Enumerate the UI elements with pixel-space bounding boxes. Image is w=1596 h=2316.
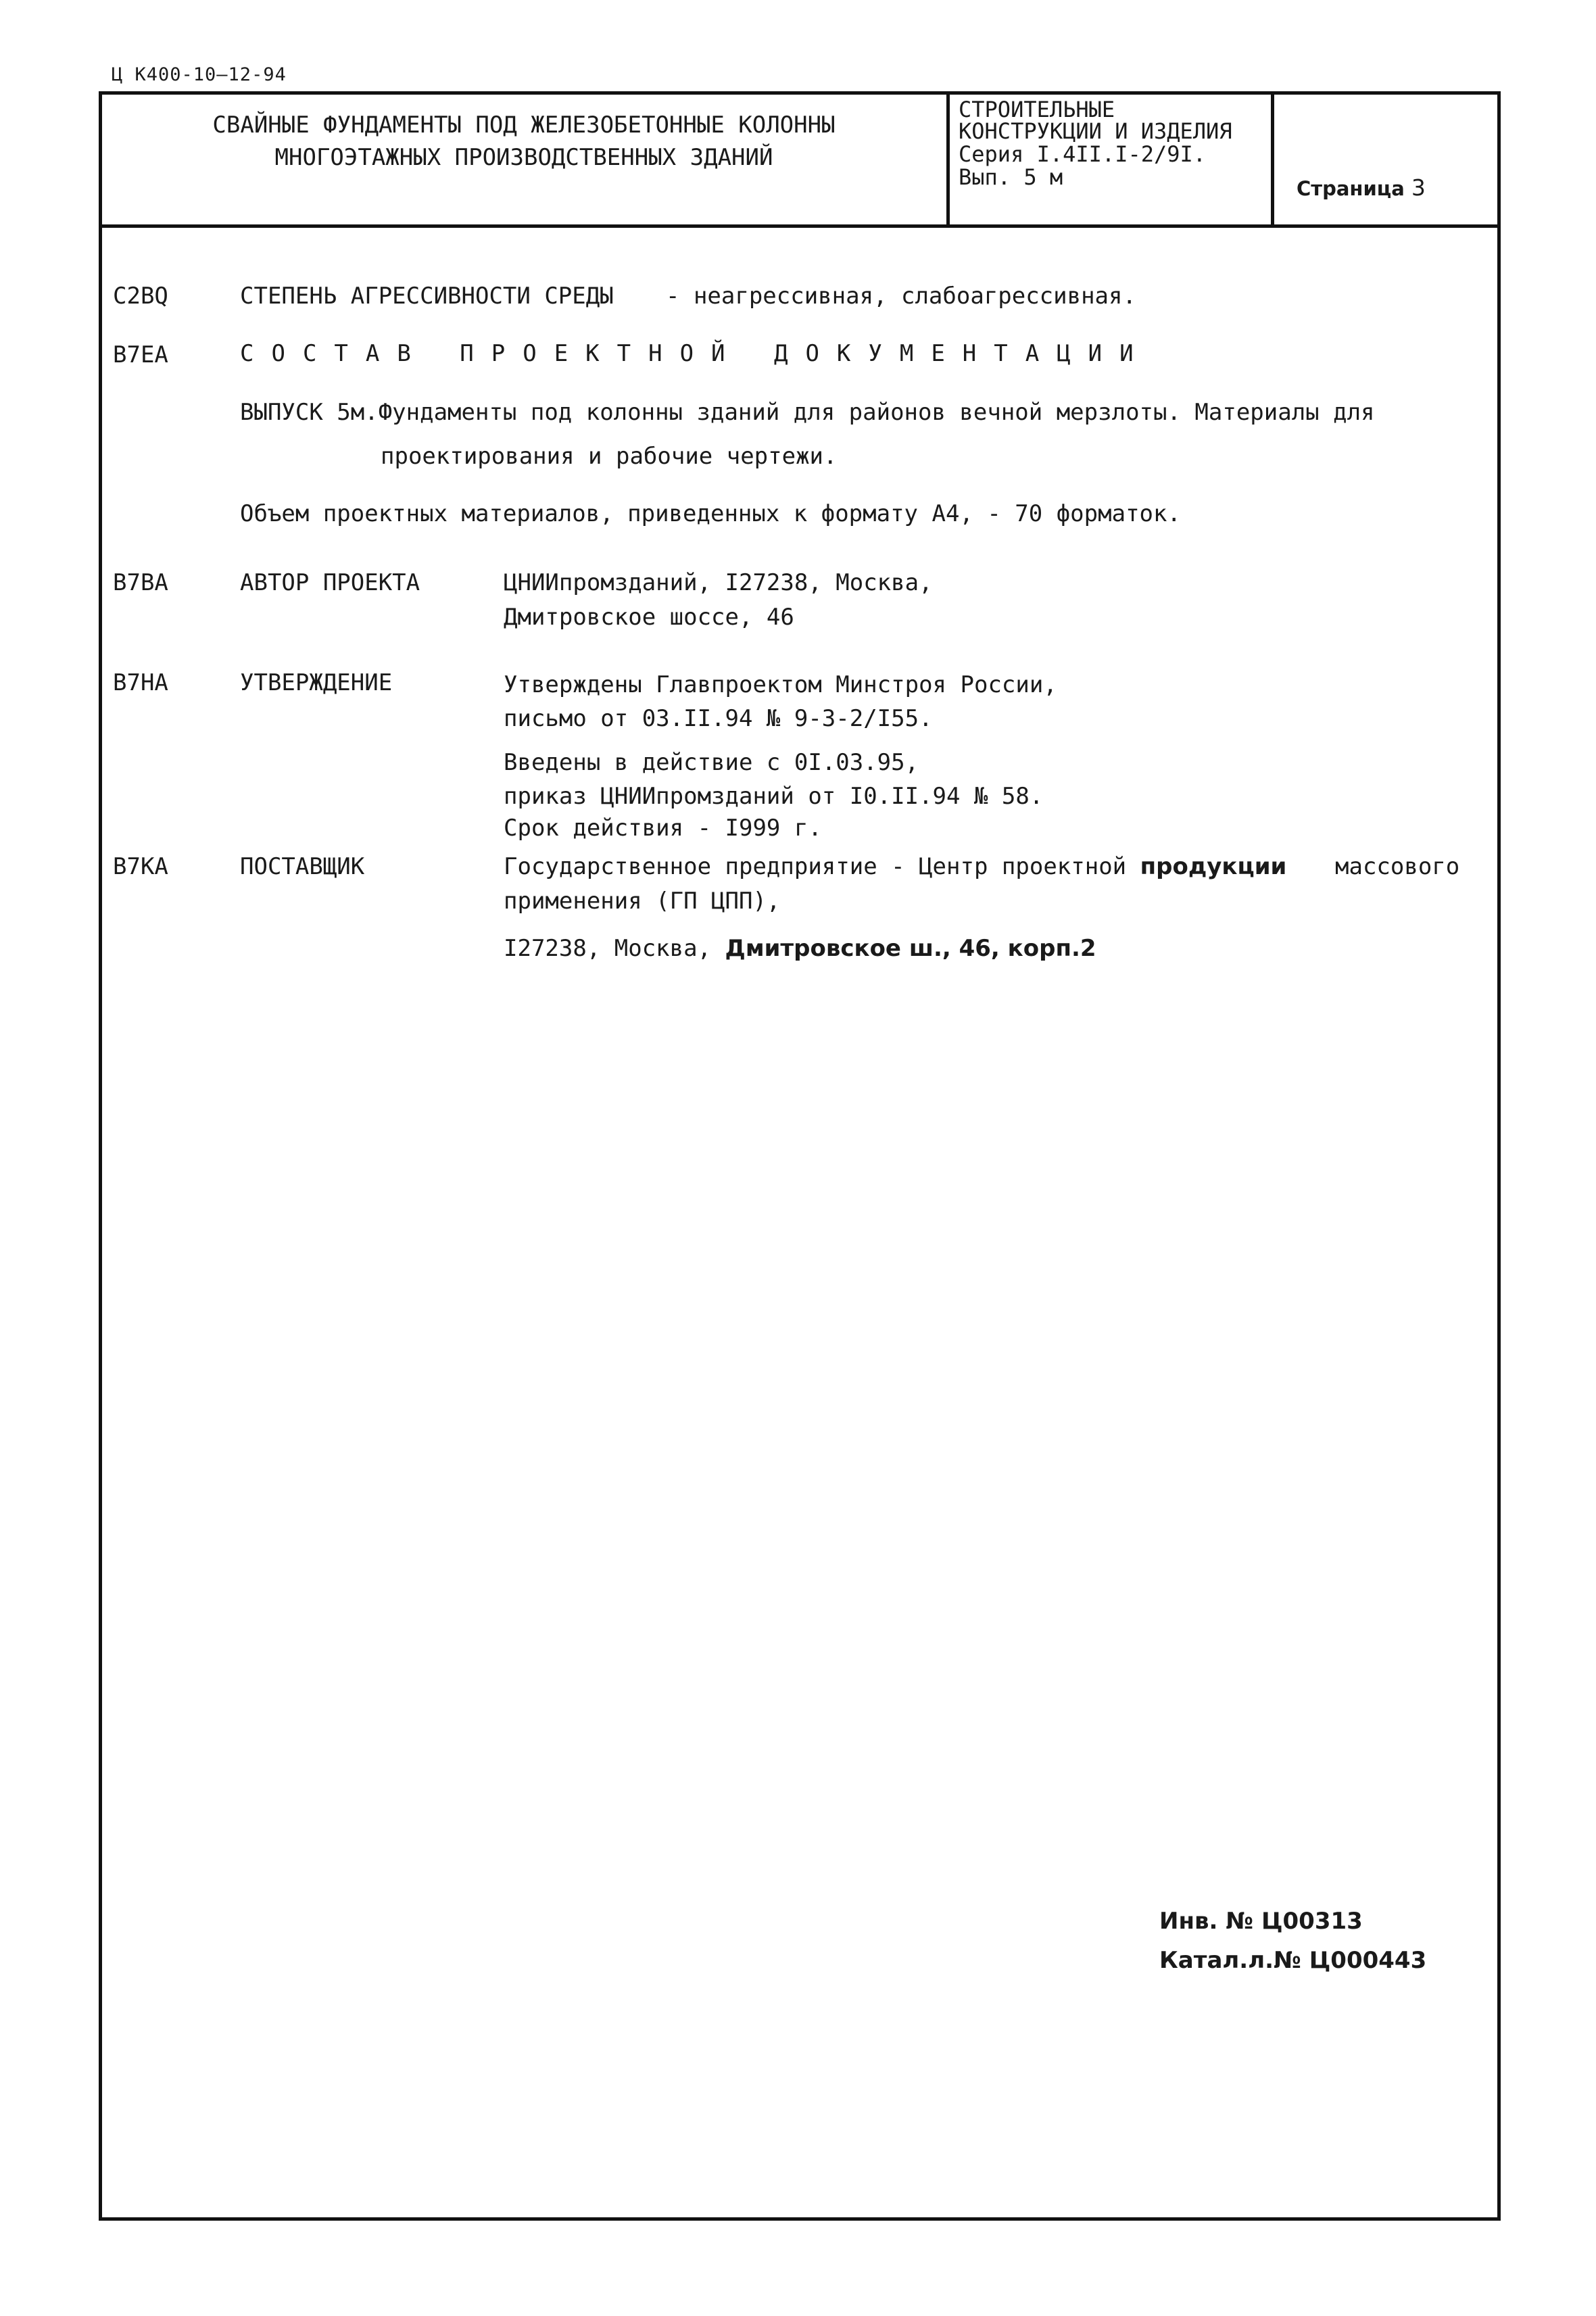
author-line2: Дмитровское шоссе, 46 [504,604,794,631]
approval-line5: Срок действия - I999 г. [504,815,822,842]
approval-line4: приказ ЦНИИпромзданий от I0.II.94 № 58. [504,783,1044,810]
author-line1: ЦНИИпромзданий, I27238, Москва, [504,569,933,596]
supplier-line3 [504,935,1096,962]
label-composition: СОСТАВ ПРОЕКТНОЙ ДОКУМЕНТАЦИИ [240,340,1151,367]
supplier-line2: применения (ГП ЦПП), [504,888,781,915]
code-approval: B7HA [113,669,168,696]
supplier-line3-text: I27238, Москва, [504,935,712,962]
label-aggressiveness: СТЕПЕНЬ АГРЕССИВНОСТИ СРЕДЫ [240,283,614,310]
issue-line2: проектирования и рабочие чертежи. [381,443,838,470]
document-code: Ц К400-10—12-94 [112,64,287,85]
volume-line: Объем проектных материалов, приведенных к формату А4, - 70 форматок. [240,500,1181,527]
header-divider [99,224,1501,228]
page-label [1297,174,1426,201]
supplier-line1-text: Государственное предприятие - Центр проектной [504,853,1127,880]
label-supplier: ПОСТАВЩИК [240,853,365,880]
supplier-line3-bold: Дмитровское ш., 46, корп.2 [725,935,1096,962]
series-line4: Вып. 5 м [959,164,1063,190]
catalog-number: Катал.л.№ Ц000443 [1159,1947,1427,1974]
code-supplier: B7KA [113,853,168,880]
doc-title-line1: СВАЙНЫЕ ФУНДАМЕНТЫ ПОД ЖЕЛЕЗОБЕТОННЫЕ КОЛОННЫ [212,112,836,139]
header-divider-1 [946,91,950,228]
page-number: 3 [1411,174,1426,201]
label-author: АВТОР ПРОЕКТА [240,569,420,596]
inventory-number: Инв. № Ц00313 [1159,1908,1363,1935]
label-approval: УТВЕРЖДЕНИЕ [240,669,393,696]
approval-line2: письмо от 03.II.94 № 9-3-2/I55. [504,705,933,732]
supplier-line1 [504,853,1286,880]
doc-title-line2: МНОГОЭТАЖНЫХ ПРОИЗВОДСТВЕННЫХ ЗДАНИЙ [274,144,773,171]
code-aggressiveness: С2BQ [113,283,168,310]
approval-line3: Введены в действие с 0I.03.95, [504,749,919,776]
code-composition: B7EA [113,341,168,368]
series-line1: СТРОИТЕЛЬНЫЕ [959,97,1115,122]
supplier-line1-bold: продукции [1140,853,1287,880]
series-line3: Серия I.4II.I-2/9I. [959,141,1207,167]
value-aggressiveness: - неагрессивная, слабоагрессивная. [666,283,1136,310]
page-label-text: Страница [1297,177,1405,200]
series-line2: КОНСТРУКЦИИ И ИЗДЕЛИЯ [959,118,1232,144]
header-divider-2 [1271,91,1274,228]
issue-line1: ВЫПУСК 5м.Фундаменты под колонны зданий для районов вечной мерзлоты. Материалы для [240,399,1375,426]
code-author: B7BA [113,569,168,596]
approval-line1: Утверждены Главпроектом Минстроя России, [504,671,1057,698]
supplier-line1-end: массового [1335,853,1460,880]
